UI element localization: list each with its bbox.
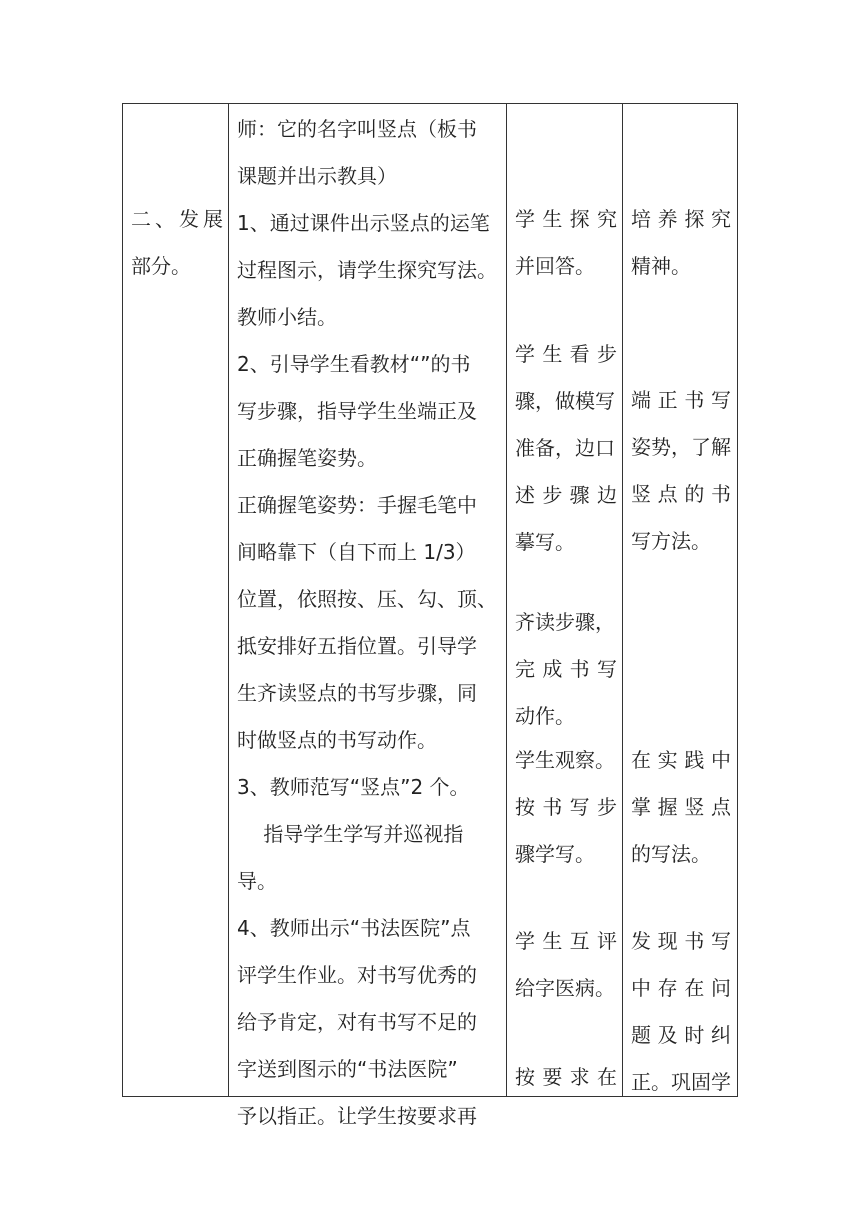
stage-line: 二、发展 <box>131 207 223 231</box>
student-line: 学生互评 <box>515 929 617 953</box>
teacher-line: 时做竖点的书写动作。 <box>237 728 437 752</box>
teacher-line: 正确握笔姿势。 <box>237 446 377 470</box>
teacher-line: 2、引导学生看教材“”的书 <box>237 352 471 376</box>
stage-line: 部分。 <box>131 254 191 278</box>
design-intent-block <box>631 377 731 565</box>
teacher-line: 过程图示，请学生探究写法。 <box>237 258 497 282</box>
student-line: 摹写。 <box>515 530 575 554</box>
intent-line: 端正书写 <box>631 388 731 412</box>
column-divider <box>506 104 507 1096</box>
student-line: 学生探究 <box>515 207 617 231</box>
student-line: 学生观察。 <box>515 748 615 772</box>
design-intent-block <box>631 737 731 878</box>
teacher-activity-cell <box>237 106 501 1140</box>
student-line: 骤学写。 <box>515 842 595 866</box>
student-activity-block <box>515 1054 617 1101</box>
intent-line: 精神。 <box>631 254 691 278</box>
intent-line: 题及时纠 <box>631 1023 731 1047</box>
intent-line: 正。巩固学 <box>631 1070 731 1094</box>
student-line: 并回答。 <box>515 254 595 278</box>
student-line: 按要求在 <box>515 1065 617 1089</box>
teacher-line: 写步骤，指导学生坐端正及 <box>237 399 477 423</box>
intent-line: 掌握竖点 <box>631 795 731 819</box>
teacher-line: 师：它的名字叫竖点（板书 <box>237 117 477 141</box>
teacher-line: 课题并出示教具） <box>237 164 397 188</box>
intent-line: 姿势，了解 <box>631 435 731 459</box>
student-line: 完成书写 <box>515 657 617 681</box>
teacher-line: 给予肯定，对有书写不足的 <box>237 1010 477 1034</box>
intent-line: 发现书写 <box>631 929 731 953</box>
teacher-line: 4、教师出示“书法医院”点 <box>237 916 471 940</box>
teacher-line: 评学生作业。对书写优秀的 <box>237 963 477 987</box>
teacher-line: 抵安排好五指位置。引导学 <box>237 634 477 658</box>
teacher-line: 教师小结。 <box>237 305 337 329</box>
teacher-line: 位置，依照按、压、勾、顶、 <box>237 587 497 611</box>
student-line: 骤，做模写 <box>515 389 615 413</box>
design-intent-block <box>631 918 731 1106</box>
student-line: 学生看步 <box>515 342 617 366</box>
student-activity-block <box>515 918 617 1012</box>
column-divider <box>228 104 229 1096</box>
student-line: 给字医病。 <box>515 976 615 1000</box>
student-line: 动作。 <box>515 704 575 728</box>
lesson-plan-table <box>122 103 738 1128</box>
teacher-line: 正确握笔姿势：手握毛笔中 <box>237 493 477 517</box>
intent-line: 的写法。 <box>631 842 711 866</box>
teacher-line: 间略靠下（自下而上 1/3） <box>237 540 476 564</box>
teacher-line: 指导学生学写并巡视指 <box>237 822 464 846</box>
teacher-line: 予以指正。让学生按要求再 <box>237 1104 477 1128</box>
intent-line: 中存在问 <box>631 976 731 1000</box>
student-line: 按书写步 <box>515 795 617 819</box>
teacher-line: 1、通过课件出示竖点的运笔 <box>237 211 490 235</box>
intent-line: 培养探究 <box>631 207 731 231</box>
intent-line: 写方法。 <box>631 529 711 553</box>
student-line: 准备，边口 <box>515 436 615 460</box>
student-activity-block <box>515 196 617 290</box>
student-activity-block <box>515 599 617 740</box>
teacher-line: 导。 <box>237 869 277 893</box>
intent-line: 竖点的书 <box>631 482 731 506</box>
teacher-line: 3、教师范写“竖点”2 个。 <box>237 775 470 799</box>
student-line: 齐读步骤， <box>515 610 615 634</box>
teacher-line: 生齐读竖点的书写步骤，同 <box>237 681 477 705</box>
design-intent-block <box>631 196 731 290</box>
student-activity-block <box>515 331 617 566</box>
student-line: 述步骤边 <box>515 483 617 507</box>
student-activity-block <box>515 737 617 878</box>
intent-line: 在实践中 <box>631 748 731 772</box>
stage-cell <box>131 196 223 290</box>
teacher-line: 字送到图示的“书法医院” <box>237 1057 458 1081</box>
column-divider <box>622 104 623 1096</box>
